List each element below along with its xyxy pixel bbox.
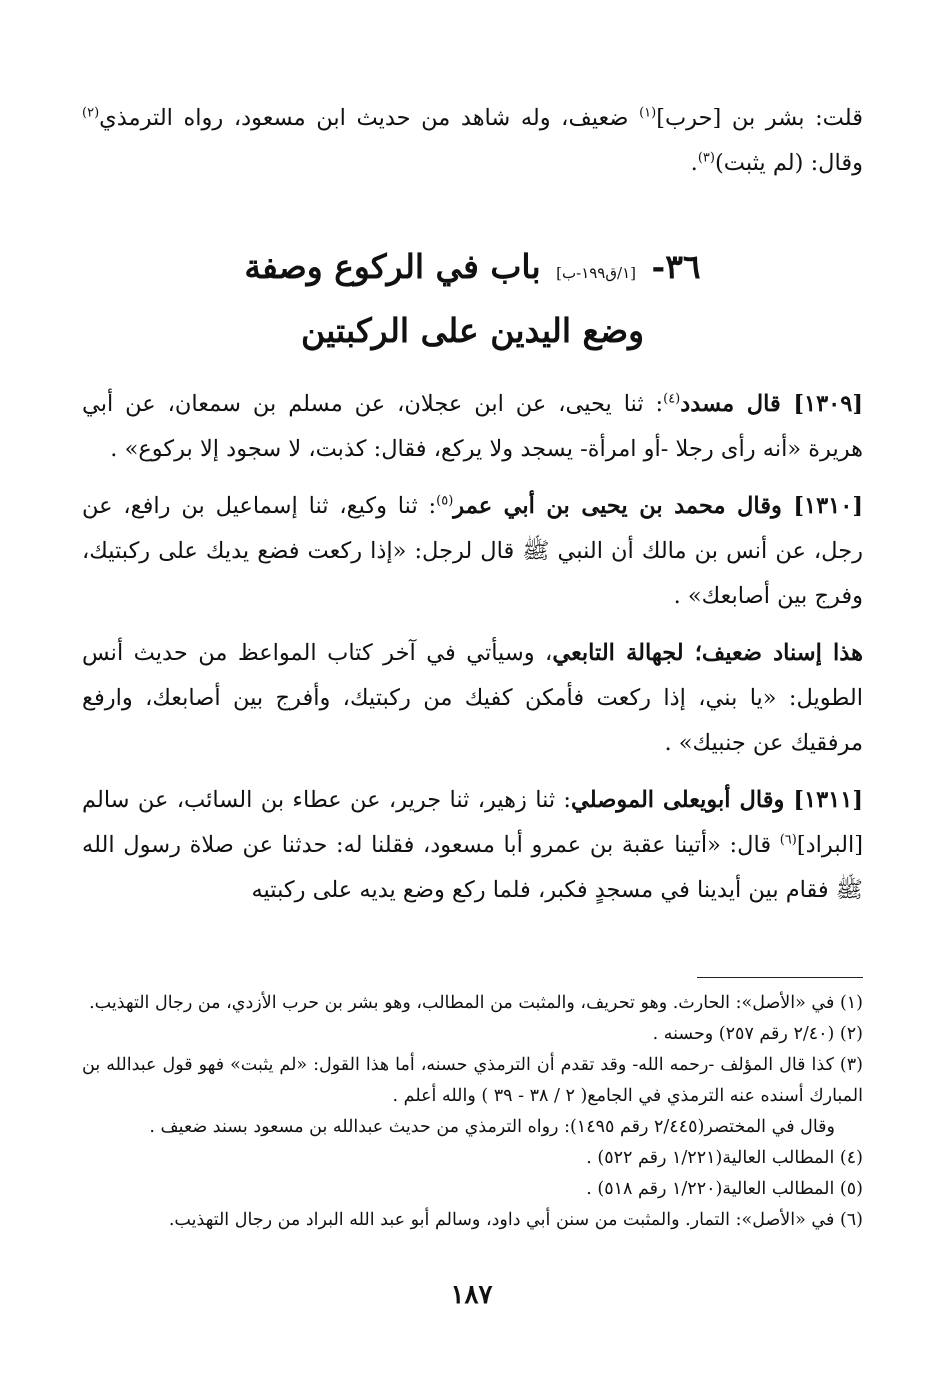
hadith-narrator: [١٣١٠] وقال محمد بن يحيى بن أبي عمر (453, 493, 863, 519)
intro-text: . (690, 150, 698, 176)
chapter-heading (82, 238, 863, 360)
footnotes (82, 988, 863, 1236)
chapter-number: ٣٦- (651, 247, 701, 286)
hadith-text: : ثنا يحيى، عن ابن عجلان، عن مسلم بن سمعان، عن أبي هريرة «أنه رأى رجلا -أو امرأة- يسجد ولا يركع، فقال: كذبت، لا سجود إلا بركوع» . (82, 391, 863, 462)
hadith-text: : ثنا زهير، ثنا جرير، عن عطاء بن السائب، عن سالم [البراد] (82, 787, 863, 858)
hadith-text: قال: «أتينا عقبة بن عمرو أبا مسعود، فقلنا له: حدثنا عن صلاة رسول الله ﷺ فقام بين أيدينا في مسجدٍ فكبر، فلما ركع وضع يديه على ركبتيه (82, 832, 863, 903)
intro-paragraph (82, 96, 863, 186)
footnote-5: (٥) المطالب العالية(١/٢٢٠ رقم ٥١٨) . (586, 1179, 863, 1199)
heading-line-1 (82, 238, 863, 302)
intro-text: قلت: بشر بن [حرب] (656, 105, 863, 131)
commentary-paragraph (82, 631, 863, 766)
chapter-title-2: وضع اليدين على الركبتين (300, 311, 645, 350)
footnote-ref: (٥) (436, 493, 454, 509)
footnote-ref: (١) (639, 105, 657, 121)
manuscript-ref: [١/ق١٩٩-ب] (556, 264, 636, 282)
hadith-1311 (82, 778, 863, 913)
footnote-3-continued: وقال في المختصر(٢/٤٤٥ رقم ١٤٩٥): رواه الترمذي من حديث عبدالله بن مسعود بسند ضعيف . (149, 1117, 835, 1137)
hadith-narrator: [١٣٠٩] قال مسدد (680, 391, 863, 417)
footnote-divider (697, 977, 863, 978)
hadith-text: : ثنا وكيع، ثنا إسماعيل بن رافع، عن رجل، عن أنس بن مالك أن النبي ﷺ قال لرجل: «إذا ركعت فضع يديك على ركبتيك، وفرج بين أصابعك» . (82, 493, 863, 609)
chapter-title-1: باب في الركوع وصفة (244, 247, 541, 286)
intro-text: ضعيف، وله شاهد من حديث ابن مسعود، رواه الترمذي (99, 105, 640, 131)
page-number: ١٨٧ (450, 1280, 493, 1310)
footnote-4: (٤) المطالب العالية(١/٢٢١ رقم ٥٢٢) . (586, 1148, 863, 1168)
footnote-ref: (٣) (697, 150, 715, 166)
hadith-1310 (82, 484, 863, 619)
intro-text: وقال: (لم يثبت) (714, 150, 863, 176)
footnote-ref: (٦) (779, 832, 797, 848)
commentary-text: ، وسيأتي في آخر كتاب المواعظ من حديث أنس الطويل: «يا بني، إذا ركعت فأمكن كفيك من ركبتيك، وأفرج بين أصابعك، وارفع مرفقيك عن جنبيك» . (82, 640, 863, 756)
hadith-1309 (82, 382, 863, 472)
footnote-1: (١) في «الأصل»: الحارث. وهو تحريف، والمثبت من المطالب، وهو بشر بن حرب الأزدي، من رجال التهذيب. (89, 993, 863, 1013)
footnote-ref: (٤) (663, 391, 681, 407)
footnote-6: (٦) في «الأصل»: التمار. والمثبت من سنن أبي داود، وسالم أبو عبد الله البراد من رجال التهذيب. (168, 1210, 863, 1230)
hadith-narrator: [١٣١١] وقال أبويعلى الموصلي (571, 787, 863, 813)
footnote-3: (٣) كذا قال المؤلف -رحمه الله- وقد تقدم أن الترمذي حسنه، أما هذا القول: «لم يثبت» فهو قول عبدالله بن المبارك أسنده عنه الترمذي في الجامع( ٢ / ٣٨ - ٣٩ ) والله أعلم . (82, 1055, 863, 1106)
footnote-2: (٢) (٢/٤٠ رقم ٢٥٧) وحسنه . (652, 1024, 863, 1044)
commentary-bold: هذا إسناد ضعيف؛ لجهالة التابعي (552, 640, 863, 666)
footnote-ref: (٢) (82, 105, 100, 121)
